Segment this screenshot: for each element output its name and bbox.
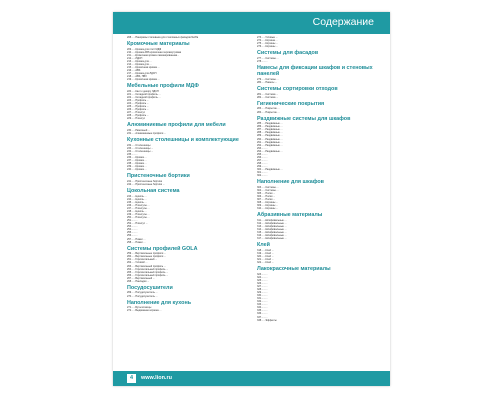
section-heading: Посудосушители <box>127 284 173 291</box>
toc-entry[interactable]: 244......Цоколь ... <box>127 197 147 201</box>
toc-entry[interactable]: 229......Плинтус <box>127 117 146 121</box>
toc-entry[interactable]: 208......Панорамы сталевыка для стеклянных фасадов NePla <box>127 36 199 39</box>
toc-entry[interactable]: 262......Угловой ... <box>127 261 148 265</box>
toc-entry[interactable]: 218......ABS, ПВХ <box>127 75 147 79</box>
section-heading: Навесы для фиксации шкафов и стеновых панелей <box>257 64 373 78</box>
toc-entry[interactable]: 290......Раздвижные ... <box>257 137 283 141</box>
toc-entry[interactable]: 311......Шлифовальные ... <box>257 218 287 222</box>
toc-entry[interactable]: 264......Горизонтальный профиль ... <box>127 267 169 271</box>
toc-entry[interactable]: 285......Раздвижные ... <box>257 122 283 126</box>
toc-entry[interactable]: 296......... <box>257 155 268 159</box>
toc-entry[interactable]: 304......Системы ... <box>257 188 279 192</box>
toc-entry[interactable]: 217......Кромка для ЛДСП <box>127 72 157 76</box>
toc-entry[interactable]: 295......... <box>257 152 268 156</box>
toc-entry[interactable]: 273......Угловые ... <box>257 36 278 39</box>
toc-entry[interactable]: 288......Раздвижные ... <box>257 131 283 135</box>
toc-entry[interactable]: 282......Система ... <box>257 95 279 99</box>
toc-entry[interactable]: 265......Горизонтальный профиль ... <box>127 270 169 274</box>
toc-entry[interactable]: 299......... <box>257 164 268 168</box>
toc-entry[interactable]: 245......Цоколь ... <box>127 200 147 204</box>
toc-entry[interactable]: 316......Шлифовальные ... <box>257 234 287 238</box>
toc-entry[interactable]: 291......Раздвижные ... <box>257 140 283 144</box>
toc-entry[interactable]: 252......Плинтус ... <box>127 222 148 226</box>
toc-entry[interactable]: 336......... <box>257 312 268 316</box>
toc-entry[interactable]: 300......Раздвижные ... <box>257 167 283 171</box>
toc-entry[interactable]: 275......Корзины ... <box>257 42 279 46</box>
toc-entry[interactable]: 210......Кромка ABS кромочная перламутровая <box>127 50 182 54</box>
section-heading: Раздвижные системы для шкафов <box>257 115 351 122</box>
toc-entry[interactable]: 329......... <box>257 291 268 295</box>
toc-entry[interactable]: 249......Плинтусы ... <box>127 213 150 217</box>
toc-entry[interactable]: 333......... <box>257 303 268 307</box>
toc-entry[interactable]: 324......... <box>257 275 268 279</box>
toc-entry[interactable]: 331......... <box>257 297 268 301</box>
toc-entry[interactable]: 327......... <box>257 285 268 289</box>
toc-entry[interactable]: 255......... <box>127 231 138 235</box>
toc-entry[interactable]: 319......Клей ... <box>257 251 274 255</box>
toc-entry[interactable]: 279......Системы ... <box>257 77 279 81</box>
toc-entry[interactable]: 317......Шлифовальные ... <box>257 237 287 241</box>
toc-entry[interactable]: 238......Кромка ... <box>127 162 147 166</box>
toc-entry[interactable]: 308......Корзины ... <box>257 201 279 205</box>
section-heading: Гигиенические покрытия <box>257 100 325 107</box>
toc-entry[interactable]: 326......... <box>257 282 268 286</box>
toc-entry[interactable]: 233......Столешницы ... <box>127 146 154 150</box>
toc-entry[interactable]: 258......Ножки ... <box>127 240 146 244</box>
toc-entry[interactable]: 323......... <box>257 272 268 276</box>
toc-entry[interactable]: 318......Клей ... <box>257 248 274 252</box>
page-footer <box>113 371 390 386</box>
page-title: Содержание <box>312 16 374 28</box>
toc-entry[interactable]: 214......Кромка для ... <box>127 62 152 66</box>
toc-entry[interactable]: 261......Горизонтальный ... <box>127 258 158 262</box>
website-link[interactable]: www.lion.ru <box>141 375 172 381</box>
section-heading: Наполнение для шкафов <box>257 179 324 186</box>
toc-entry[interactable]: 310......Корзины ... <box>257 207 279 211</box>
toc-entry[interactable]: 231......Алюминиевые профили ... <box>127 132 167 136</box>
toc-entry[interactable]: 212......ЛДСП <box>127 56 143 60</box>
toc-entry[interactable]: 309......Корзины ... <box>257 204 279 208</box>
toc-entry[interactable]: 236......Кромка ... <box>127 156 147 160</box>
toc-entry[interactable]: 294......Раздвижные ... <box>257 149 283 153</box>
toc-entry[interactable]: 251......... <box>127 219 138 223</box>
toc-entry[interactable]: 287......Раздвижные ... <box>257 128 283 132</box>
toc-column-right <box>257 36 375 322</box>
toc-entry[interactable]: 289......Раздвижные ... <box>257 134 283 138</box>
toc-entry[interactable]: 272......Выдвижная корзина ... <box>127 309 162 313</box>
toc-entry[interactable]: 257......Ножки ... <box>127 237 146 241</box>
toc-entry[interactable]: 253......... <box>127 225 138 229</box>
toc-entry[interactable]: 306......Полки ... <box>257 194 276 198</box>
section-heading: Мебельные профили МДФ <box>127 83 199 90</box>
toc-entry[interactable]: 269......Посудосушитель ... <box>127 291 158 295</box>
toc-entry[interactable]: 224......Профиль ... <box>127 102 149 106</box>
section-heading: Клей <box>257 242 270 249</box>
toc-entry[interactable]: 268......Накладки ... <box>127 279 150 283</box>
toc-entry[interactable]: 216......ABS <box>127 69 141 73</box>
toc-entry[interactable]: 298......... <box>257 161 268 165</box>
toc-entry[interactable]: 277......Системы ... <box>257 56 279 60</box>
page-header <box>113 12 390 34</box>
toc-entry[interactable]: 248......Цоколь ... <box>127 210 147 214</box>
toc-entry[interactable]: 321......Клей ... <box>257 258 274 262</box>
toc-entry[interactable]: 213......Кромка для ... <box>127 59 152 63</box>
toc-entry[interactable]: 335......... <box>257 309 268 313</box>
toc-entry[interactable]: 221......Складной профиль ... <box>127 93 161 97</box>
toc-entry[interactable]: 274......Корзина ... <box>257 39 278 43</box>
section-heading: Пристеночные бортики <box>127 173 190 180</box>
toc-entry[interactable]: 270......Посудосушитель ... <box>127 294 158 298</box>
toc-entry[interactable]: 330......... <box>257 294 268 298</box>
toc-entry[interactable]: 222......Складной профиль ... <box>127 96 161 100</box>
toc-entry[interactable]: 260......Вертикальные профили ... <box>127 255 167 259</box>
section-heading: Наполнение для кухонь <box>127 299 192 306</box>
toc-entry[interactable]: 243......Цоколь ... <box>127 194 147 198</box>
toc-entry[interactable]: 278......... <box>257 59 268 63</box>
toc-entry[interactable]: 297......... <box>257 158 268 162</box>
toc-entry[interactable]: 337......... <box>257 315 268 319</box>
toc-entry[interactable]: 281......Система ... <box>257 92 279 96</box>
toc-entry[interactable]: 232......Столешницы <box>127 143 151 147</box>
section-heading: Цокольная система <box>127 188 180 195</box>
toc-entry[interactable]: 284......Покрытие ... <box>257 110 280 114</box>
toc-entry[interactable]: 237......Кромка ... <box>127 159 147 163</box>
section-heading: Кухонные столешницы и комплектующие <box>127 137 239 144</box>
toc-entry[interactable]: 276......Корзины ... <box>257 45 279 49</box>
toc-entry[interactable]: 226......Профиль ... <box>127 108 149 112</box>
toc-entry[interactable]: 283......Покрытие ... <box>257 107 280 111</box>
toc-entry[interactable]: 211......Кромочная кромка ламинированная... <box>127 53 180 57</box>
toc-entry[interactable]: 254......... <box>127 228 138 232</box>
toc-entry[interactable]: 280......Навесы ... <box>257 80 278 84</box>
toc-entry[interactable]: 227......Плинтус <box>127 111 146 115</box>
toc-entry[interactable]: 223......Профиль ... <box>127 99 149 103</box>
toc-entry[interactable]: 332......... <box>257 300 268 304</box>
toc-entry[interactable]: 305......Полки ... <box>257 191 276 195</box>
toc-entry[interactable]: 312......Шлифовальные ... <box>257 221 287 225</box>
toc-entry[interactable]: 338......Эффекты <box>257 318 277 322</box>
toc-entry[interactable]: 313......Шлифовальные ... <box>257 225 287 228</box>
toc-entry[interactable]: 271......Бутылочницы <box>127 306 152 310</box>
toc-entry[interactable]: 220......Кант к декору ЛДСП <box>127 89 159 93</box>
toc-entry[interactable]: 239......Кромка ... <box>127 165 147 169</box>
toc-entry[interactable]: 209......Кромка для плит МДФ <box>127 47 162 51</box>
toc-entry[interactable]: 256......... <box>127 234 138 238</box>
toc-entry[interactable]: 303......Системы ... <box>257 185 279 189</box>
toc-entry[interactable]: 320......Клей ... <box>257 255 274 259</box>
section-heading: Абразивные материалы <box>257 212 323 219</box>
toc-entry[interactable]: 250......Плинтусы ... <box>127 216 150 220</box>
toc-column-left <box>127 36 245 312</box>
toc-entry[interactable]: 293......... <box>257 146 268 150</box>
toc-entry[interactable]: 215......Кромочная кромка ... <box>127 66 160 70</box>
page-number: 4 <box>127 374 136 383</box>
toc-entry[interactable]: 292......Раздвижные ... <box>257 143 283 147</box>
toc-entry[interactable]: 263......Вертикальный профиль ... <box>127 264 166 268</box>
section-heading: Кромочные материалы <box>127 41 190 48</box>
toc-entry[interactable]: 235......... <box>127 153 138 157</box>
toc-entry[interactable]: 246......Плинтусы ... <box>127 204 150 207</box>
toc-entry[interactable]: 219......Кромочная кромка ... <box>127 78 160 82</box>
section-heading: Системы профилей GOLA <box>127 245 198 252</box>
toc-entry[interactable]: 322......Клей ... <box>257 261 274 265</box>
toc-entry[interactable]: 325......... <box>257 278 268 282</box>
toc-entry[interactable]: 234......Столешницы ... <box>127 150 154 154</box>
toc-entry[interactable]: 241......Пристеночные бортики <box>127 180 163 184</box>
toc-entry[interactable]: 240......Кромка ... <box>127 168 147 172</box>
toc-entry[interactable]: 286......Раздвижные ... <box>257 125 283 129</box>
toc-entry[interactable]: 266......Горизонтальный профиль ... <box>127 273 169 277</box>
section-heading: Системы сортировки отходов <box>257 85 338 92</box>
toc-entry[interactable]: 328......... <box>257 288 268 292</box>
toc-entry[interactable]: 230......Рамочный ... <box>127 129 151 133</box>
toc-entry[interactable]: 267......Вертикальный ... <box>127 276 155 280</box>
section-heading: Лакокрасочные материалы <box>257 266 331 273</box>
catalog-page <box>113 12 390 386</box>
toc-entry[interactable]: 314......Шлифовальные ... <box>257 228 287 232</box>
toc-entry[interactable]: 225......Профиль ... <box>127 105 149 109</box>
toc-entry[interactable]: 302......... <box>257 174 268 178</box>
toc-entry[interactable]: 301......... <box>257 171 268 175</box>
toc-entry[interactable]: 242......Пристеночные бортики ... <box>127 183 165 187</box>
toc-entry[interactable]: 247......Плинтусы ... <box>127 207 150 211</box>
section-heading: Системы для фасадов <box>257 50 319 57</box>
toc-entry[interactable]: 228......Профиль ... <box>127 114 149 118</box>
toc-entry[interactable]: 334......... <box>257 306 268 310</box>
section-heading: Алюминиевые профили для мебели <box>127 122 226 129</box>
toc-entry[interactable]: 259......Вертикальные профили ... <box>127 252 167 256</box>
toc-entry[interactable]: 307......Полки ... <box>257 198 276 202</box>
toc-entry[interactable]: 315......Шлифовальные ... <box>257 231 287 235</box>
